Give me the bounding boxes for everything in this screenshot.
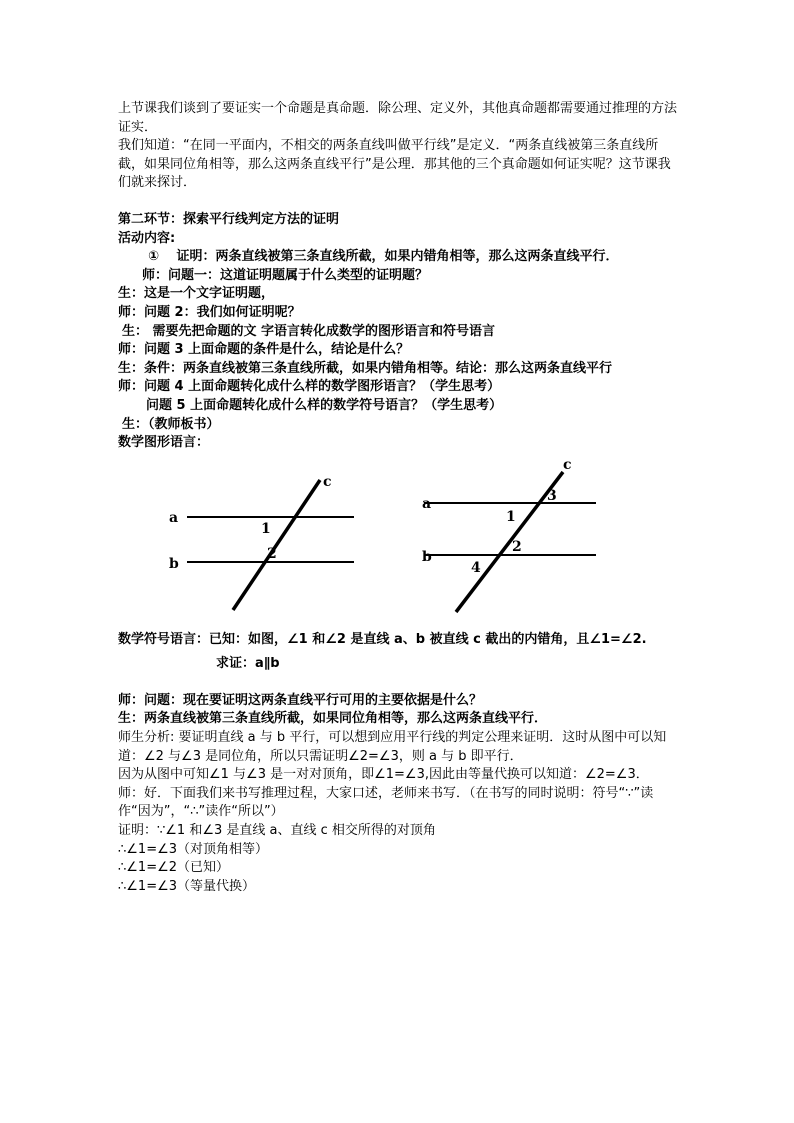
document-body [118,100,678,896]
left-label-b: b [169,555,179,572]
left-line-c [233,480,320,610]
answer-5: 生：（教师板书） [122,416,220,432]
right-angle-1: 1 [506,508,516,525]
symbol-language: 数学符号语言：已知：如图，∠1 和∠2 是直线 a、b 被直线 c 截出的内错角，且∠1=∠2. [118,631,647,647]
right-angle-4: 4 [471,559,481,576]
right-label-a: a [422,495,432,512]
answer-2: 生： 需要先把命题的文 字语言转化成数学的图形语言和符号语言 [122,323,496,339]
question-3: 师：问题 3 上面命题的条件是什么，结论是什么？ [118,342,410,358]
intro-paragraph-2: 我们知道：“在同一平面内，不相交的两条直线叫做平行线”是定义．“两条直线被第三条直线所截，如果同位角相等，那么这两条直线平行”是公理．那其他的三个真命题如何证实呢？这节课我们就来探讨． [118,138,671,191]
intro-paragraph-1: 上节课我们谈到了要证实一个命题是真命题．除公理、定义外，其他真命题都需要通过推理的方法证实． [118,101,678,135]
proof-line-4: ∴∠1=∠3（等量代换） [118,878,256,894]
figure-right [422,457,596,612]
answer-6: 生：两条直线被第三条直线所截，如果同位角相等，那么这两条直线平行． [118,711,548,727]
question-2: 师：问题 2：我们如何证明呢？ [118,304,301,320]
teacher-paragraph: 师：好．下面我们来书写推理过程，大家口述，老师来书写．（在书写的同时说明：符号“∵”读作“因为”，“∴”读作“所以”） [118,785,654,820]
question-4: 师：问题 4 上面命题转化成什么样的数学图形语言？（学生思考） [118,379,501,395]
right-label-b: b [422,548,432,565]
analysis-paragraph-2: 因为从图中可知∠1 与∠3 是一对对顶角，即∠1=∠3,因此由等量代换可以知道：∠2=∠3． [118,767,649,783]
left-angle-1: 1 [261,520,271,537]
right-angle-2: 2 [512,538,522,555]
left-label-a: a [169,509,179,526]
answer-3: 生：条件：两条直线被第三条直线所截，如果内错角相等。结论：那么这两条直线平行 [118,360,613,376]
theorem-statement: ① 证明：两条直线被第三条直线所截，如果内错角相等，那么这两条直线平行． [148,249,619,265]
figures-svg [118,455,678,631]
prove-statement: 求证：a∥b [216,656,280,672]
figure-left [169,474,354,610]
left-label-c: c [323,473,332,490]
proof-line-2: ∴∠1=∠3（对顶角相等） [118,841,269,857]
geometry-figures [118,455,678,631]
figure-language-label: 数学图形语言： [118,435,210,451]
answer-1: 生：这是一个文字证明题， [118,286,275,302]
question-1: 师：问题一：这道证明题属于什么类型的证明题？ [142,267,429,283]
right-angle-3: 3 [547,487,557,504]
question-5: 问题 5 上面命题转化成什么样的数学符号语言？（学生思考） [146,397,503,413]
right-label-c: c [563,456,572,473]
section-title: 第二环节：探索平行线判定方法的证明 [118,211,340,227]
left-angle-2: 2 [267,545,277,562]
analysis-paragraph-1: 师生分析: 要证明直线 a 与 b 平行，可以想到应用平行线的判定公理来证明．这时从图中可以知道：∠2 与∠3 是同位角，所以只需证明∠2=∠3，则 a 与 b 即平行． [118,730,667,764]
question-6: 师：问题：现在要证明这两条直线平行可用的主要依据是什么？ [118,692,483,708]
proof-line-1: 证明：∵∠1 和∠3 是直线 a、直线 c 相交所得的对顶角 [118,823,436,839]
proof-line-3: ∴∠1=∠2（已知） [118,860,230,876]
activity-label: 活动内容: [118,230,176,246]
